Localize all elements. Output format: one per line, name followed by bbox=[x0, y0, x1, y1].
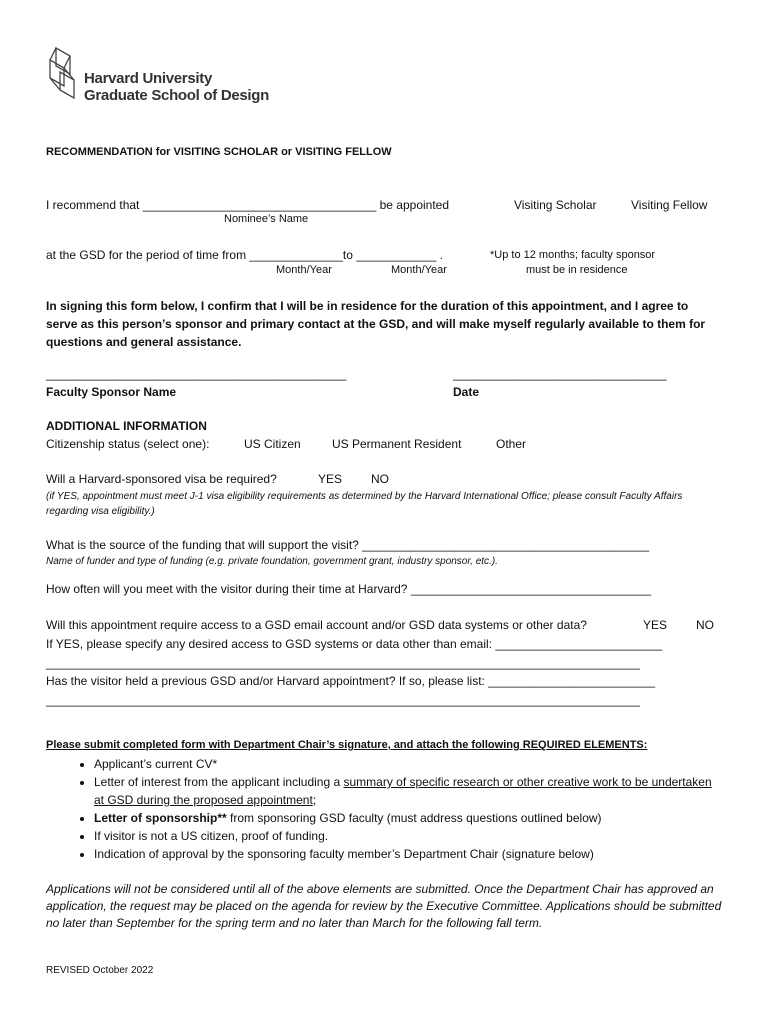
required-cv: Applicant’s current CV* bbox=[94, 757, 218, 771]
specify-access-blank-line[interactable]: _________________________________________________________________________________________ bbox=[46, 656, 640, 670]
closing-note: Applications will not be considered until all of the above elements are submitted. Once the Department Chair has approved an application, the request may be placed on the agenda for review by the Executive Committee. Applications should be submitted no later than September for the spring term and no later than March for the following fall term. bbox=[46, 882, 722, 930]
citizenship-option-other[interactable]: Other bbox=[496, 437, 527, 451]
visa-note: (if YES, appointment must meet J-1 visa eligibility requirements as determined by the Harvard International Office; please consult Faculty Affairs regarding visa eligibility.) bbox=[46, 491, 683, 517]
visa-yes-option[interactable]: YES bbox=[318, 472, 343, 486]
meeting-frequency-question[interactable]: How often will you meet with the visitor during their time at Harvard? ____________________________________ bbox=[46, 582, 652, 596]
additional-information-heading: ADDITIONAL INFORMATION bbox=[46, 419, 207, 433]
email-access-yes-option[interactable]: YES bbox=[643, 618, 668, 632]
visa-question: Will a Harvard-sponsored visa be required? bbox=[46, 472, 277, 486]
funding-note: Name of funder and type of funding (e.g. private foundation, government grant, industry sponsor, etc.). bbox=[46, 556, 498, 567]
list-item bbox=[94, 845, 724, 863]
required-letter-sponsorship: Letter of sponsorship** bbox=[94, 811, 227, 825]
required-proof-funding: If visitor is not a US citizen, proof of funding. bbox=[94, 829, 329, 843]
previous-appointment-question[interactable]: Has the visitor held a previous GSD and/or Harvard appointment? If so, please list: _________________________ bbox=[46, 674, 656, 688]
submit-instructions-heading: Please submit completed form with Department Chair’s signature, and attach the following REQUIRED ELEMENTS: bbox=[46, 739, 648, 751]
option-visiting-fellow[interactable]: Visiting Fellow bbox=[631, 198, 708, 212]
sponsor-signature-line[interactable]: _____________________________________________ bbox=[46, 367, 347, 381]
citizenship-option-permanent-resident[interactable]: US Permanent Resident bbox=[332, 437, 462, 451]
month-year-label-end: Month/Year bbox=[391, 264, 447, 276]
revised-date: REVISED October 2022 bbox=[46, 965, 154, 976]
list-item bbox=[94, 827, 724, 845]
date-signature-line[interactable]: ________________________________ bbox=[453, 367, 667, 381]
funding-question[interactable]: What is the source of the funding that will support the visit? ___________________________________________ bbox=[46, 538, 650, 552]
visa-no-option[interactable]: NO bbox=[371, 472, 389, 486]
date-label: Date bbox=[453, 385, 480, 399]
month-year-label-start: Month/Year bbox=[276, 264, 332, 276]
nominee-name-label: Nominee’s Name bbox=[224, 213, 309, 225]
logo-line-2: Graduate School of Design bbox=[84, 87, 270, 104]
email-access-question: Will this appointment require access to a GSD email account and/or GSD data systems or other data? bbox=[46, 618, 587, 632]
required-elements-list bbox=[72, 755, 724, 863]
faculty-sponsor-label: Faculty Sponsor Name bbox=[46, 385, 177, 399]
citizenship-label: Citizenship status (select one): bbox=[46, 437, 210, 451]
required-letter-interest-underlined: summary of specific research or other creative work to be undertaken at GSD during the proposed appointment bbox=[94, 775, 712, 807]
confirmation-paragraph: In signing this form below, I confirm that I will be in residence for the duration of this appointment, and I agree to serve as this person’s sponsor and primary contact at the GSD, and will make myself regularly available to them for questions and general assistance. bbox=[46, 299, 706, 349]
period-line: at the GSD for the period of time from ______________to ____________ . bbox=[46, 248, 443, 262]
list-item bbox=[94, 755, 724, 773]
previous-appointment-blank-line[interactable]: _________________________________________________________________________________________ bbox=[46, 693, 640, 707]
list-item bbox=[94, 809, 724, 827]
harvard-gsd-logo bbox=[46, 46, 286, 106]
required-letter-interest: Letter of interest from the applicant including a bbox=[94, 775, 344, 789]
form-title: RECOMMENDATION for VISITING SCHOLAR or VISITING FELLOW bbox=[46, 146, 392, 158]
period-note-2: must be in residence bbox=[526, 264, 628, 276]
logo-line-1: Harvard University bbox=[84, 70, 212, 87]
citizenship-option-us-citizen[interactable]: US Citizen bbox=[244, 437, 301, 451]
required-letter-sponsorship-detail: from sponsoring GSD faculty (must address questions outlined below) bbox=[226, 811, 602, 825]
period-note-1: *Up to 12 months; faculty sponsor bbox=[490, 249, 656, 261]
specify-access-line[interactable]: If YES, please specify any desired access to GSD systems or data other than email: _________________________ bbox=[46, 637, 663, 651]
gsd-logo-mark-icon bbox=[46, 46, 82, 104]
email-access-no-option[interactable]: NO bbox=[696, 618, 714, 632]
recommend-line: I recommend that ___________________________________ be appointed bbox=[46, 198, 450, 212]
list-item bbox=[94, 773, 724, 809]
option-visiting-scholar[interactable]: Visiting Scholar bbox=[514, 198, 597, 212]
required-letter-interest-end: ; bbox=[312, 793, 317, 807]
required-chair-approval: Indication of approval by the sponsoring faculty member’s Department Chair (signature below) bbox=[94, 847, 594, 861]
